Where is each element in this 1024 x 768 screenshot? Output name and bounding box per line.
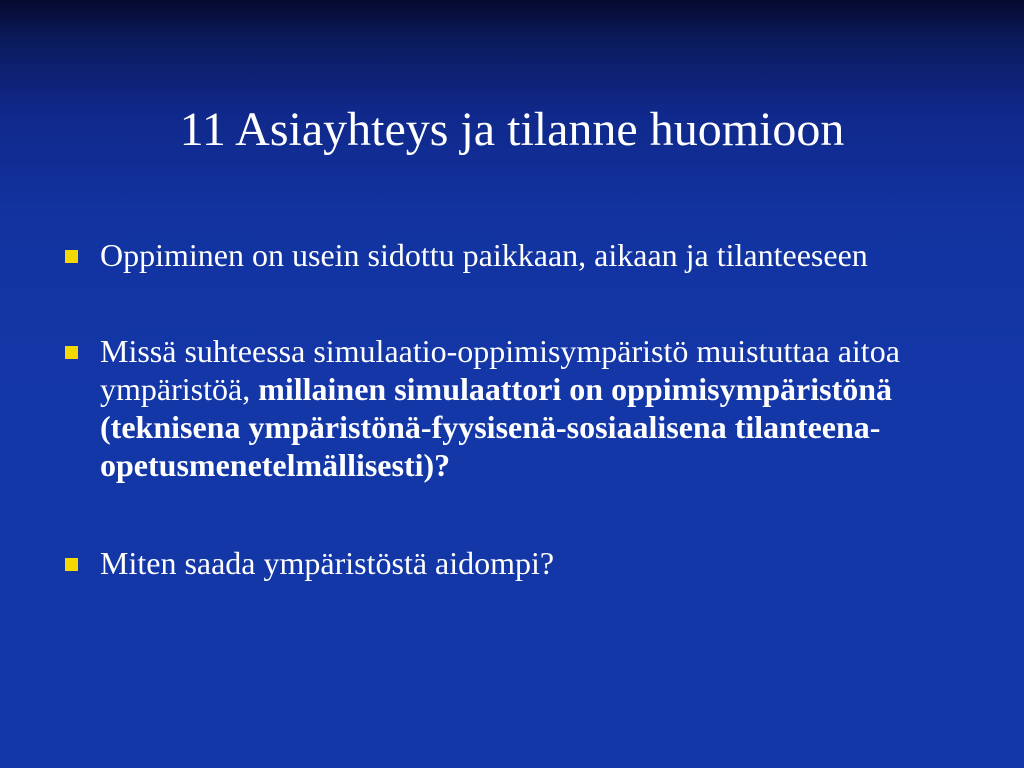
bullet-item — [62, 236, 962, 274]
slide-title: 11 Asiayhteys ja tilanne huomioon — [179, 103, 845, 156]
bullet-item — [62, 332, 962, 484]
bullet-text: Miten saada ympäristöstä aidompi? — [100, 545, 555, 581]
bullet-text: Missä suhteessa simulaatio-oppimisympäristö muistuttaa aitoa ympäristöä, — [100, 333, 900, 407]
square-bullet-icon — [65, 558, 78, 571]
bullet-item — [62, 544, 962, 582]
bullet-list — [62, 236, 962, 582]
bullet-bold-text: millainen simulaattori on oppimisympäristönä (teknisena ympäristönä-fyysisenä-sosiaalisena tilanteena-opetusmenetelmällisesti)? — [100, 371, 893, 483]
square-bullet-icon — [65, 346, 78, 359]
bullet-text: Oppiminen on usein sidottu paikkaan, aikaan ja tilanteeseen — [100, 237, 868, 273]
square-bullet-icon — [65, 250, 78, 263]
